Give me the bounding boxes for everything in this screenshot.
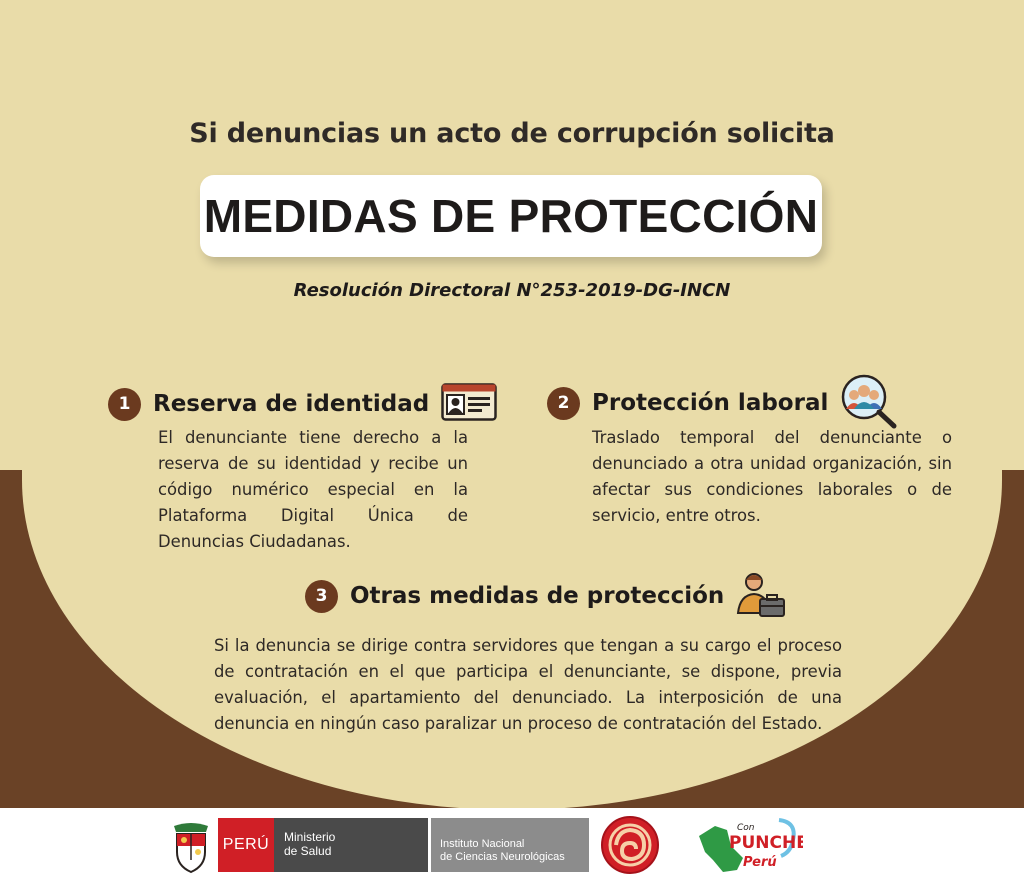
- people-search-icon: [840, 373, 898, 433]
- id-card-icon: [441, 383, 497, 425]
- section-1-text: El denunciante tiene derecho a la reserva de su identidad y recibe un código numérico especial en la Plataforma Digital Única de Denuncias Ciudadanas.: [158, 428, 468, 551]
- title-box: [200, 175, 822, 257]
- section-2-text: Traslado temporal del denunciante o denunciado a otra unidad organización, sin afectar sus condiciones laborales o de servicio, entre otros.: [592, 428, 952, 525]
- peru-label: PERÚ: [218, 818, 274, 872]
- section-2-header: [547, 373, 898, 433]
- worker-briefcase-icon: [736, 569, 786, 623]
- institute-line1: Instituto Nacional: [440, 838, 525, 850]
- section-3-header: [305, 569, 786, 623]
- headline: Si denuncias un acto de corrupción solicita: [189, 118, 835, 149]
- ministry-line2: de Salud: [284, 844, 332, 858]
- section-number-badge: 2: [547, 387, 580, 420]
- institute-logo: [431, 818, 589, 872]
- svg-text:Perú: Perú: [743, 855, 777, 870]
- section-1-header: [108, 383, 497, 425]
- section-number-badge: 3: [305, 580, 338, 613]
- section-title: Reserva de identidad: [153, 391, 430, 417]
- con-punche-peru-logo: [693, 812, 803, 882]
- section-title: Otras medidas de protección: [350, 583, 725, 609]
- peru-coat-of-arms-icon: [170, 820, 212, 878]
- section-3-text: Si la denuncia se dirige contra servidores que tengan a su cargo el proceso de contratación en el que participa el denunciante, se dispone, previa evaluación, el apartamiento del denunciado. La interposición de una denuncia en ningún caso paralizar un proceso de contratación del Estado.: [214, 636, 842, 733]
- ministry-logo: [274, 818, 428, 872]
- page-title: MEDIDAS DE PROTECCIÓN: [203, 190, 819, 242]
- svg-text:PUNCHE: PUNCHE: [729, 833, 803, 853]
- ministry-line1: Ministerio: [284, 830, 336, 844]
- institute-line2: de Ciencias Neurológicas: [440, 851, 565, 863]
- resolution-reference: Resolución Directoral N°253-2019-DG-INCN: [293, 280, 731, 301]
- section-title: Protección laboral: [592, 390, 829, 416]
- brain-emblem-icon: [600, 815, 660, 879]
- section-number-badge: 1: [108, 388, 141, 421]
- svg-text:Con: Con: [737, 823, 755, 833]
